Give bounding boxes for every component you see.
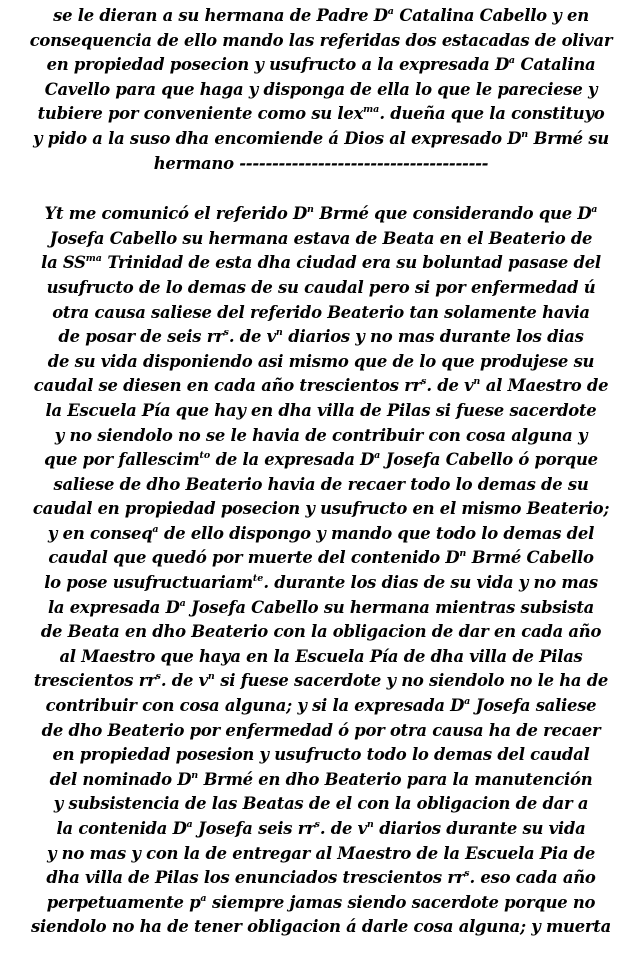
text-segment: caudal se diesen en cada año trescientos rr <box>33 376 422 396</box>
text-line <box>0 301 642 326</box>
text-segment: de su vida disponiendo asi mismo que de lo que produjese su <box>47 351 595 371</box>
paragraph-1 <box>0 4 642 176</box>
text-line <box>0 719 642 744</box>
text-segment: caudal que quedó por muerte del contenido D <box>48 548 460 568</box>
text-segment: . de v <box>160 671 208 691</box>
text-line <box>0 571 642 596</box>
text-segment: caudal en propiedad posecion y usufructo en el mismo Beaterio; <box>32 499 610 519</box>
superscript-abbreviation: ma <box>85 253 102 265</box>
text-segment: y en conseq <box>47 523 153 543</box>
text-segment: y no siendolo no se le havia de contribuir con cosa alguna y <box>54 425 588 445</box>
text-line <box>0 473 642 498</box>
text-line <box>0 152 642 177</box>
text-segment: . eso cada año <box>469 868 596 888</box>
text-segment: en propiedad posesion y usufructo todo lo demas del caudal <box>52 745 590 765</box>
text-line <box>0 251 642 276</box>
text-line <box>0 4 642 29</box>
text-line <box>0 78 642 103</box>
text-segment: en propiedad posecion y usufructo a la expresada D <box>46 55 509 75</box>
text-segment: tubiere por conveniente como su lex <box>37 104 364 124</box>
superscript-abbreviation: n <box>366 819 374 830</box>
superscript-abbreviation: a <box>152 523 159 535</box>
text-line <box>0 53 642 78</box>
document-body <box>0 4 642 940</box>
superscript-abbreviation: a <box>464 696 471 708</box>
text-line <box>0 276 642 301</box>
text-segment: al Maestro de <box>480 376 609 396</box>
text-segment: otra causa saliese del referido Beaterio tan solamente havia <box>52 302 590 322</box>
text-line <box>0 694 642 719</box>
text-line <box>0 792 642 817</box>
text-segment: lo pose usufructuariam <box>44 573 253 593</box>
superscript-abbreviation: a <box>508 55 516 67</box>
text-line <box>0 29 642 54</box>
text-segment: diarios durante su vida <box>373 819 586 838</box>
superscript-abbreviation: a <box>387 6 394 17</box>
text-segment: Brmé Cabello <box>466 548 594 568</box>
superscript-abbreviation: ma <box>363 104 380 116</box>
text-segment: y subsistencia de las Beatas de el con la obligacion de dar a <box>53 794 589 814</box>
text-line <box>0 645 642 670</box>
text-segment: de Beata en dho Beaterio con la obligacion de dar en cada año <box>40 622 602 642</box>
text-segment: la contenida D <box>56 819 187 838</box>
superscript-abbreviation: n <box>191 769 199 781</box>
text-line <box>0 891 642 916</box>
text-line <box>0 743 642 768</box>
superscript-abbreviation: s <box>421 376 427 388</box>
text-segment: siendolo no ha de tener obligacion á darle cosa alguna; y muerta <box>31 917 611 937</box>
text-segment: Josefa Cabello su hermana mientras subsista <box>185 597 595 617</box>
text-segment: saliese de dho Beaterio havia de recaer todo lo demas de su <box>53 474 589 494</box>
text-segment: de dho Beaterio por enfermedad ó por otra causa ha de recaer <box>41 720 601 740</box>
text-line <box>0 448 642 473</box>
text-segment: . de v <box>319 819 367 838</box>
text-segment: del nominado D <box>49 769 192 789</box>
text-segment: la Escuela Pía que hay en dha villa de Pilas si fuese sacerdote <box>45 400 597 420</box>
text-line <box>0 842 642 867</box>
text-segment: contribuir con cosa alguna; y si la expresada D <box>45 696 465 716</box>
text-segment: Josefa Cabello su hermana estava de Beata en el Beaterio de <box>49 228 593 248</box>
text-segment: Brmé su <box>528 128 609 148</box>
text-segment: . durante los dias de su vida y no mas <box>263 573 598 593</box>
text-segment: de posar de seis rr <box>58 327 224 347</box>
superscript-abbreviation: n <box>521 128 529 140</box>
text-line <box>0 424 642 449</box>
text-segment: usufructo de lo demas de su caudal pero si por enfermedad ú <box>46 277 596 297</box>
text-segment: Josefa Cabello ó porque <box>380 450 598 470</box>
text-line <box>0 374 642 399</box>
text-line <box>0 227 642 252</box>
text-segment: perpetuamente p <box>46 892 201 912</box>
text-line <box>0 202 642 227</box>
text-line <box>0 522 642 547</box>
superscript-abbreviation: a <box>179 597 186 609</box>
text-segment: dha villa de Pilas los enunciados trescientos rr <box>46 868 465 888</box>
text-line <box>0 817 642 842</box>
text-segment: Cavello para que haga y disponga de ella lo que le pareciese y <box>44 79 598 99</box>
text-segment: diarios y no mas durante los dias <box>282 327 584 347</box>
text-segment: al Maestro que haya en la Escuela Pía de dha villa de Pilas <box>59 646 583 666</box>
text-segment: siempre jamas siendo sacerdote porque no <box>206 892 596 912</box>
text-line <box>0 102 642 127</box>
superscript-abbreviation: a <box>200 892 207 904</box>
superscript-abbreviation: a <box>591 204 598 216</box>
text-line <box>0 596 642 621</box>
superscript-abbreviation: a <box>374 450 381 462</box>
text-line <box>0 915 642 940</box>
text-segment: la SS <box>41 253 86 273</box>
text-segment: Josefa seis rr <box>192 819 315 838</box>
text-segment: Brmé que considerando que D <box>313 204 592 224</box>
text-line <box>0 620 642 645</box>
paragraph-2 <box>0 202 642 940</box>
text-segment: hermano -------------------------------------- <box>153 153 489 173</box>
text-line <box>0 350 642 375</box>
text-line <box>0 768 642 793</box>
text-line <box>0 399 642 424</box>
text-segment: que por fallescim <box>44 450 200 470</box>
superscript-abbreviation: s <box>155 671 161 683</box>
superscript-abbreviation: n <box>459 548 467 560</box>
superscript-abbreviation: n <box>473 376 481 388</box>
text-segment: Trinidad de esta dha ciudad era su boluntad pasase del <box>101 253 601 273</box>
text-segment: de ello dispongo y mando que todo lo demas del <box>158 523 595 543</box>
superscript-abbreviation: to <box>199 450 211 462</box>
text-segment: y pido a la suso dha encomiende á Dios al expresado D <box>33 128 522 148</box>
superscript-abbreviation: n <box>275 327 283 339</box>
text-segment: . dueña que la constituyo <box>379 104 605 124</box>
superscript-abbreviation: a <box>186 819 193 830</box>
text-segment: . de v <box>426 376 474 396</box>
text-segment: se le dieran a su hermana de Padre D <box>53 6 388 25</box>
text-line <box>0 546 642 571</box>
text-line <box>0 866 642 891</box>
text-segment: de la expresada D <box>210 450 375 470</box>
superscript-abbreviation: s <box>223 327 229 339</box>
superscript-abbreviation: te <box>252 573 264 585</box>
superscript-abbreviation: n <box>207 671 215 683</box>
text-line <box>0 127 642 152</box>
text-segment: Brmé en dho Beaterio para la manutención <box>198 769 593 789</box>
text-segment: Catalina Cabello y en <box>393 6 589 25</box>
text-segment: Catalina <box>515 55 596 75</box>
superscript-abbreviation: s <box>464 868 470 880</box>
text-segment: Josefa saliese <box>470 696 597 716</box>
text-segment: consequencia de ello mando las referidas dos estacadas de olivar <box>29 30 613 50</box>
text-segment: la expresada D <box>47 597 180 617</box>
text-segment: trescientos rr <box>33 671 156 691</box>
text-line <box>0 497 642 522</box>
superscript-abbreviation: s <box>314 819 320 830</box>
text-line <box>0 669 642 694</box>
text-segment: . de v <box>228 327 276 347</box>
text-segment: y no mas y con la de entregar al Maestro de la Escuela Pia de <box>46 843 596 863</box>
text-line <box>0 325 642 350</box>
superscript-abbreviation: n <box>307 204 314 216</box>
text-segment: Yt me comunicó el referido D <box>44 204 308 224</box>
text-segment: si fuese sacerdote y no siendolo no le ha de <box>214 671 609 691</box>
